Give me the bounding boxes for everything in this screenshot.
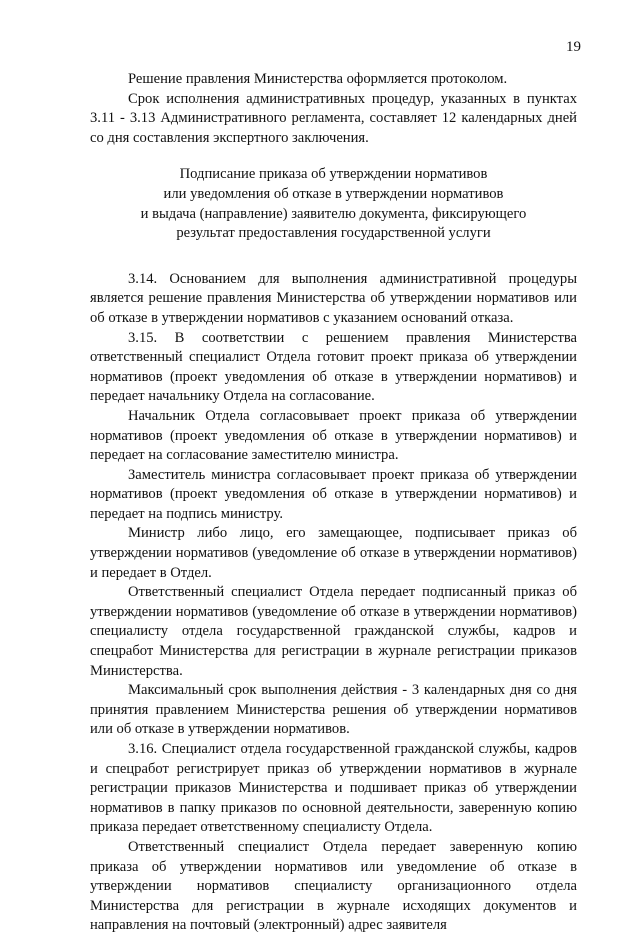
paragraph: Начальник Отдела согласовывает проект приказа об утверждении нормативов (проект уведомления об отказе в утверждении нормативов) и передает на согласование заместителю министра. [90, 407, 577, 464]
paragraph: Ответственный специалист Отдела передает подписанный приказ об утверждении нормативов (уведомление об отказе в утверждении нормативов) специалисту отдела государственной гражданской службы, кадров и спецработ Министерства для регистрации в журнале регистрации приказов Министерства. [90, 584, 577, 679]
heading-line: и выдача (направление) заявителю документа, фиксирующего [140, 205, 527, 222]
paragraph: Максимальный срок выполнения действия - 3 календарных дня со дня принятия правлением Министерства решения об утверждении нормативов или об отказе в утверждении нормативов. [90, 682, 577, 738]
paragraph: 3.15. В соответствии с решением правления Министерства ответственный специалист Отдела готовит проект приказа об утверждении нормативов (проект уведомления об отказе в утверждении нормативов) и передает начальнику Отдела на согласование. [90, 329, 577, 405]
paragraph: Решение правления Министерства оформляется протоколом. [128, 71, 508, 87]
paragraph: Заместитель министра согласовывает проект приказа об утверждении нормативов (проект уведомления об отказе в утверждении нормативов) и передает на подпись министру. [90, 466, 577, 522]
section-heading [90, 165, 577, 243]
paragraph: Ответственный специалист Отдела передает заверенную копию приказа об утверждении нормативов или уведомление об отказе в утверждении нормативов специалисту организационного отдела Министерства для регистрации в журнале исходящих документов и направления на почтовый (электронный) адрес заявителя [90, 838, 577, 934]
paragraph: 3.16. Специалист отдела государственной гражданской службы, кадров и спецработ регистрирует приказ об утверждении нормативов в журнале регистрации приказов Министерства и подшивает приказ об утверждении нормативов в папку приказов по основной деятельности, заверенную копию приказа передает ответственному специалисту Отдела. [90, 741, 577, 836]
heading-line: результат предоставления государственной услуги [176, 225, 491, 242]
paragraph: Срок исполнения административных процедур, указанных в пунктах 3.11 - 3.13 Административного регламента, составляет 12 календарных дней со дня составления экспертного заключения. [90, 90, 577, 146]
document-body [90, 70, 577, 936]
page-number: 19 [566, 39, 581, 55]
paragraph: 3.14. Основанием для выполнения административной процедуры является решение правления Министерства об утверждении нормативов или об отказе в утверждении нормативов с указанием оснований отказа. [90, 270, 577, 326]
heading-line: или уведомления об отказе в утверждении нормативов [163, 185, 504, 202]
heading-line: Подписание приказа об утверждении нормативов [179, 166, 488, 183]
paragraph: Министр либо лицо, его замещающее, подписывает приказ об утверждении нормативов (уведомление об отказе в утверждении нормативов) и передает в Отдел. [90, 525, 577, 581]
